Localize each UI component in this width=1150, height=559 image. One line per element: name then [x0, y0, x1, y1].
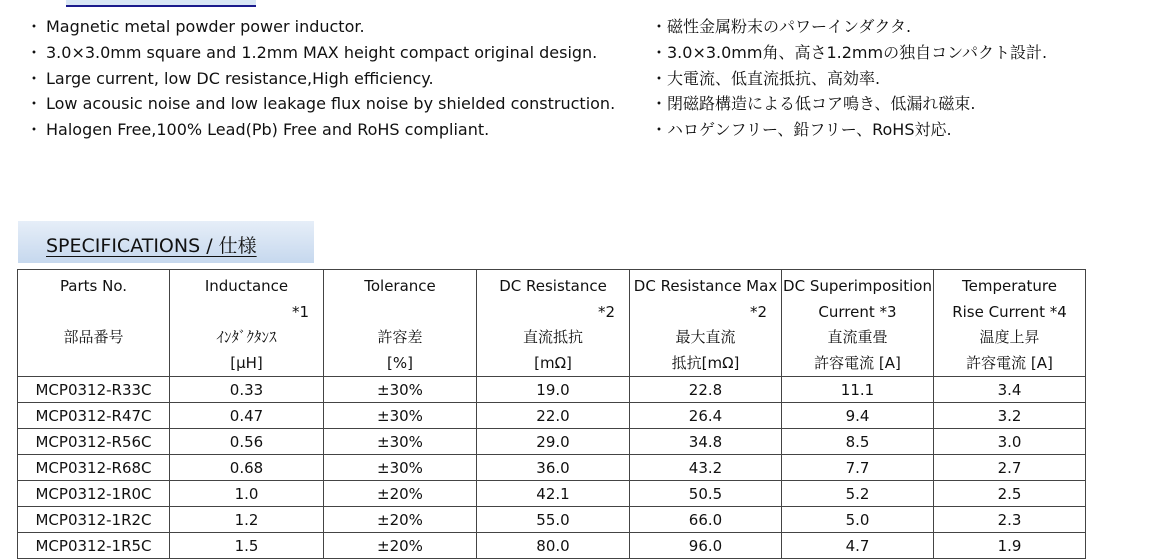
column-header: [18, 270, 170, 377]
feature-item: [26, 14, 615, 40]
feature-text: 3.0×3.0mm角、高さ1.2mmの独自コンパクト設計.: [667, 42, 1048, 62]
table-cell: 9.4: [782, 403, 934, 429]
column-header-line: Inductance: [204, 277, 289, 295]
table-cell: 4.7: [782, 533, 934, 559]
part-number-cell: MCP0312-R47C: [18, 403, 170, 429]
table-cell: ±20%: [324, 533, 477, 559]
table-cell: 1.0: [170, 481, 324, 507]
feature-item: [26, 40, 615, 66]
table-cell: 5.2: [782, 481, 934, 507]
feature-text: Large current, low DC resistance,High efficiency.: [46, 68, 434, 88]
feature-text: ハロゲンフリー、鉛フリー、RoHS対応.: [667, 120, 952, 140]
table-row: [18, 403, 1086, 429]
table-cell: 66.0: [630, 507, 782, 533]
table-cell: 3.2: [934, 403, 1086, 429]
table-cell: 50.5: [630, 481, 782, 507]
bullet: ・: [651, 17, 668, 36]
table-row: [18, 533, 1086, 559]
table-cell: 96.0: [630, 533, 782, 559]
column-header-line: Current *3: [818, 302, 897, 321]
column-header-line: DC Resistance: [499, 277, 607, 295]
table-cell: 3.0: [934, 429, 1086, 455]
table-cell: 22.0: [477, 403, 630, 429]
feature-text: Halogen Free,100% Lead(Pb) Free and RoHS compliant.: [46, 120, 490, 140]
column-header-line: ｲﾝﾀﾞｸﾀﾝｽ: [216, 328, 277, 346]
column-header-line: 許容電流 [A]: [966, 353, 1053, 372]
bullet: ・: [26, 42, 43, 62]
table-row: [18, 455, 1086, 481]
table-cell: 0.68: [170, 455, 324, 481]
column-header-line: [18, 300, 169, 326]
feature-item: [651, 117, 1047, 143]
column-header-line: Tolerance: [364, 277, 436, 295]
table-header-row: [18, 270, 1086, 377]
column-header-line: *2: [597, 302, 615, 321]
column-header-line: 最大直流: [675, 328, 736, 346]
table-row: [18, 481, 1086, 507]
feature-item: [26, 91, 615, 117]
column-header-line: 部品番号: [63, 328, 124, 346]
feature-text: 大電流、低直流抵抗、高効率.: [667, 68, 881, 88]
column-header-line: 許容電流 [A]: [814, 353, 901, 372]
feature-item: [651, 66, 1047, 92]
column-header-line: 温度上昇: [979, 328, 1040, 346]
table-cell: 11.1: [782, 377, 934, 403]
bullet: ・: [26, 94, 43, 114]
column-header-line: [324, 300, 476, 326]
column-header: [170, 270, 324, 377]
table-cell: ±20%: [324, 481, 477, 507]
table-cell: 43.2: [630, 455, 782, 481]
column-header: [324, 270, 477, 377]
column-header-line: DC Resistance Max: [633, 277, 778, 295]
table-cell: 3.4: [934, 377, 1086, 403]
specifications-header-tab: [18, 221, 314, 263]
feature-item: [26, 66, 615, 92]
column-header-line: [mΩ]: [534, 353, 572, 372]
table-cell: 19.0: [477, 377, 630, 403]
table-row: [18, 429, 1086, 455]
column-header-line: 直流抵抗: [522, 328, 583, 346]
feature-item: [651, 14, 1047, 40]
table-cell: ±20%: [324, 507, 477, 533]
column-header-line: Temperature: [961, 277, 1058, 295]
table-cell: 22.8: [630, 377, 782, 403]
column-header-line: *1: [291, 302, 309, 321]
table-cell: ±30%: [324, 403, 477, 429]
bullet: ・: [26, 68, 43, 88]
bullet: ・: [651, 68, 668, 88]
bullet: ・: [651, 94, 668, 114]
table-cell: 5.0: [782, 507, 934, 533]
table-cell: 1.2: [170, 507, 324, 533]
part-number-cell: MCP0312-1R5C: [18, 533, 170, 559]
part-number-cell: MCP0312-R68C: [18, 455, 170, 481]
feature-text: 閉磁路構造による低コア鳴き、低漏れ磁束.: [667, 94, 976, 114]
table-cell: 0.56: [170, 429, 324, 455]
column-header: [934, 270, 1086, 377]
feature-text: Magnetic metal powder power inductor.: [46, 17, 365, 36]
table-row: [18, 377, 1086, 403]
table-cell: 55.0: [477, 507, 630, 533]
table-row: [18, 507, 1086, 533]
part-number-cell: MCP0312-R33C: [18, 377, 170, 403]
table-cell: ±30%: [324, 377, 477, 403]
features-list-en: [26, 14, 615, 143]
table-cell: ±30%: [324, 455, 477, 481]
feature-item: [651, 40, 1047, 66]
table-cell: 80.0: [477, 533, 630, 559]
column-header: [477, 270, 630, 377]
table-cell: 7.7: [782, 455, 934, 481]
bullet: ・: [26, 120, 43, 140]
table-cell: 2.5: [934, 481, 1086, 507]
table-cell: 0.33: [170, 377, 324, 403]
table-cell: 2.7: [934, 455, 1086, 481]
column-header: [782, 270, 934, 377]
table-cell: 34.8: [630, 429, 782, 455]
part-number-cell: MCP0312-1R0C: [18, 481, 170, 507]
table-cell: 8.5: [782, 429, 934, 455]
part-number-cell: MCP0312-R56C: [18, 429, 170, 455]
table-cell: 29.0: [477, 429, 630, 455]
column-header-line: 直流重畳: [827, 328, 888, 346]
column-header-line: Parts No.: [59, 277, 128, 295]
column-header-line: [μH]: [230, 353, 263, 372]
table-cell: 1.5: [170, 533, 324, 559]
column-header-line: [18, 351, 169, 377]
column-header-line: *2: [749, 302, 767, 321]
feature-text: 磁性金属粉末のパワーインダクタ.: [667, 17, 912, 36]
table-cell: 2.3: [934, 507, 1086, 533]
specifications-title: SPECIFICATIONS / 仕様: [46, 235, 257, 257]
table-cell: 1.9: [934, 533, 1086, 559]
features-list-ja: [651, 14, 1047, 143]
specifications-table: [17, 269, 1086, 559]
feature-item: [26, 117, 615, 143]
table-cell: 42.1: [477, 481, 630, 507]
table-cell: 26.4: [630, 403, 782, 429]
feature-text: Low acousic noise and low leakage flux noise by shielded construction.: [46, 94, 616, 114]
bullet: ・: [26, 17, 43, 36]
bullet: ・: [651, 120, 668, 140]
feature-text: 3.0×3.0mm square and 1.2mm MAX height compact original design.: [46, 42, 598, 62]
table-cell: 36.0: [477, 455, 630, 481]
column-header-line: 抵抗[mΩ]: [671, 353, 740, 372]
table-cell: 0.47: [170, 403, 324, 429]
features-header-tab: [66, 0, 256, 7]
column-header: [630, 270, 782, 377]
column-header-line: DC Superimposition: [783, 277, 932, 295]
bullet: ・: [651, 42, 668, 62]
part-number-cell: MCP0312-1R2C: [18, 507, 170, 533]
feature-item: [651, 91, 1047, 117]
column-header-line: Rise Current *4: [952, 302, 1067, 321]
column-header-line: 許容差: [377, 328, 423, 346]
table-cell: ±30%: [324, 429, 477, 455]
column-header-line: [%]: [387, 353, 413, 372]
